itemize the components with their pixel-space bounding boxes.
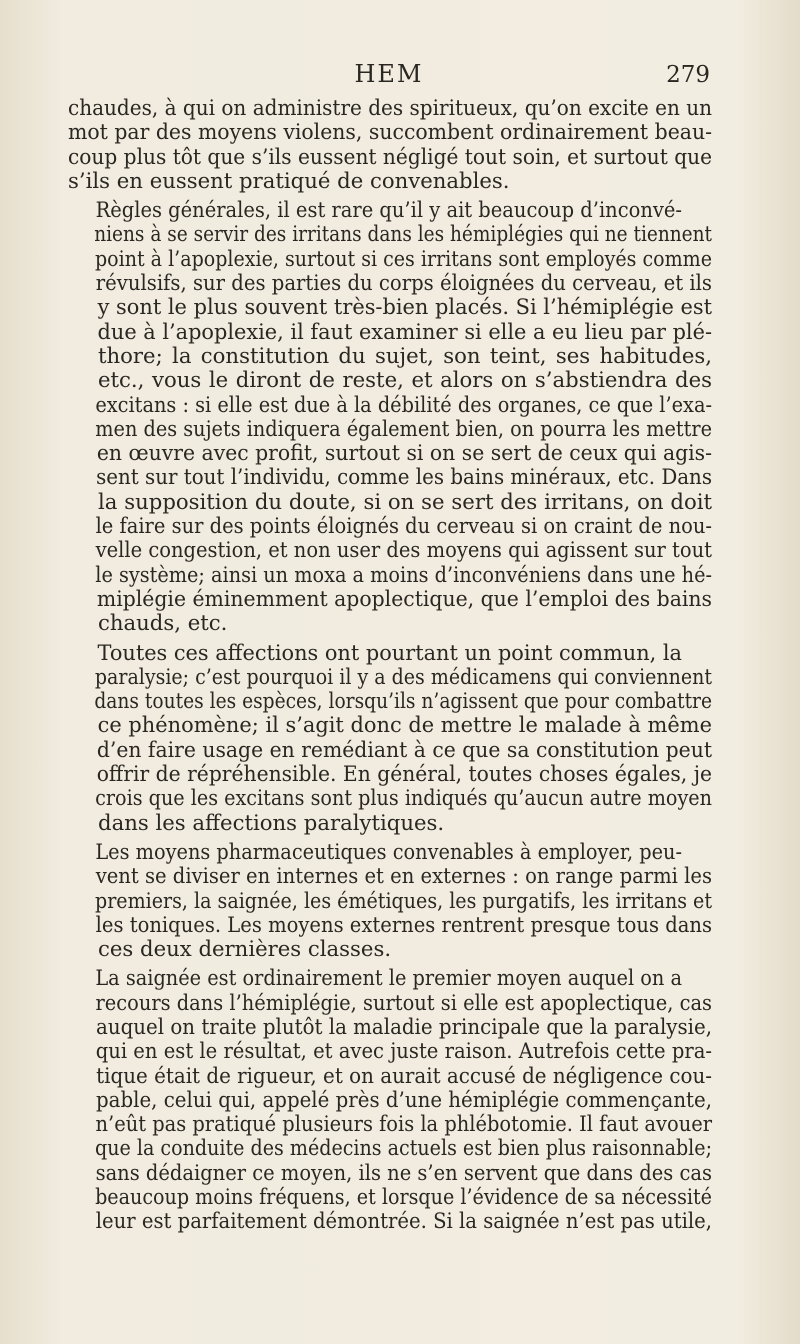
text-line: chauds, etc.	[98, 610, 228, 636]
text-line: qui en est le résultat, et avec juste raison. Autrefois cette pra-	[95, 1038, 712, 1064]
text-line: leur est parfaitement démontrée. Si la saignée n’est pas utile,	[95, 1208, 712, 1234]
text-line: excitans : si elle est due à la débilité des organes, ce que l’exa-	[95, 391, 712, 417]
paragraph	[68, 966, 712, 1233]
text-line: velle congestion, et non user des moyens qui agissent sur tout	[95, 537, 712, 563]
text-line: due à l’apoplexie, il faut examiner si elle a eu lieu par plé-	[97, 318, 713, 344]
paragraph	[68, 198, 712, 635]
text-line: ces deux dernières classes.	[98, 936, 392, 962]
running-head: HEM	[354, 60, 424, 88]
text-line: dans toutes les espèces, lorsqu’ils n’agissent que pour combattre	[94, 688, 712, 714]
text-line: etc., vous le diront de reste, et alors on s’abstiendra des	[98, 367, 712, 393]
text-line: auquel on traite plutôt la maladie principale que la paralysie,	[96, 1013, 712, 1039]
text-line: y sont le plus souvent très-bien placés. Si l’hémiplégie est	[97, 294, 713, 320]
text-line: niens à se servir des irritans dans les hémiplégies qui ne tiennent	[94, 221, 713, 247]
text-line: mot par des moyens violens, succombent ordinairement beau-	[68, 119, 712, 145]
paragraph	[68, 96, 712, 193]
text-line: recours dans l’hémiplégie, surtout si elle est apoplectique, cas	[95, 989, 712, 1015]
text-line: thore; la constitution du sujet, son teint, ses habitudes,	[98, 342, 712, 368]
text-line: sent sur tout l’individu, comme les bains minéraux, etc. Dans	[96, 464, 713, 490]
text-line: la supposition du doute, si on se sert des irritans, on doit	[98, 488, 712, 514]
text-line: en œuvre avec profit, surtout si on se sert de ceux qui agis-	[96, 440, 713, 466]
text-line: Règles générales, il est rare qu’il y ait beaucoup d’inconvé-	[95, 197, 682, 223]
text-line: coup plus tôt que s’ils eussent négligé tout soin, et surtout que	[68, 143, 712, 169]
text-line: le faire sur des points éloignés du cerveau si on craint de nou-	[95, 513, 713, 539]
text-line: sans dédaigner ce moyen, ils ne s’en servent que dans des cas	[95, 1159, 712, 1185]
text-line: n’eût pas pratiqué plusieurs fois la phlébotomie. Il faut avouer	[95, 1111, 712, 1137]
text-line: paralysie; c’est pourquoi il y a des médicamens qui conviennent	[94, 663, 713, 689]
text-line: vent se diviser en internes et en externes : on range parmi les	[95, 863, 713, 889]
text-line: point à l’apoplexie, surtout si ces irritans sont employés comme	[94, 245, 713, 271]
text-line: Les moyens pharmaceutiques convenables à employer, peu-	[95, 838, 683, 864]
text-line: dans les affections paralytiques.	[98, 809, 445, 835]
body-text	[68, 96, 712, 1234]
text-line: chaudes, à qui on administre des spiritueux, qu’on excite en un	[68, 95, 712, 120]
text-line: pable, celui qui, appelé près d’une hémiplégie commençante,	[96, 1086, 712, 1112]
text-line: le système; ainsi un moxa a moins d’inconvéniens dans une hé-	[95, 561, 713, 587]
text-line: La saignée est ordinairement le premier moyen auquel on a	[95, 965, 682, 991]
text-line: d’en faire usage en remédiant à ce que sa constitution peut	[96, 736, 712, 762]
text-line: tique était de rigueur, et on aurait accusé de négligence cou-	[96, 1062, 713, 1088]
text-line: beaucoup moins fréquens, et lorsque l’évidence de sa nécessité	[95, 1184, 712, 1210]
text-line: s’ils en eussent pratiqué de convenables.	[68, 167, 510, 193]
text-line: révulsifs, sur des parties du corps éloignées du cerveau, et ils	[95, 270, 713, 296]
text-line: crois que les excitans sont plus indiqués qu’aucun autre moyen	[95, 785, 713, 811]
text-line: miplégie éminemment apoplectique, que l’emploi des bains	[96, 585, 712, 611]
text-line: men des sujets indiquera également bien, on pourra les mettre	[95, 415, 712, 441]
paragraph	[68, 641, 712, 835]
paragraph	[68, 840, 712, 961]
text-line: Toutes ces affections ont pourtant un point commun, la	[97, 639, 682, 665]
page-number: 279	[666, 62, 710, 88]
text-line: offrir de répréhensible. En général, toutes choses égales, je	[96, 761, 713, 787]
text-line: ce phénomène; il s’agit donc de mettre le malade à même	[97, 712, 712, 738]
text-line: que la conduite des médecins actuels est bien plus raisonnable;	[95, 1135, 712, 1161]
text-line: premiers, la saignée, les émétiques, les purgatifs, les irritans et	[94, 887, 712, 913]
text-line: les toniques. Les moyens externes rentrent presque tous dans	[95, 911, 713, 937]
page-header	[68, 60, 710, 96]
